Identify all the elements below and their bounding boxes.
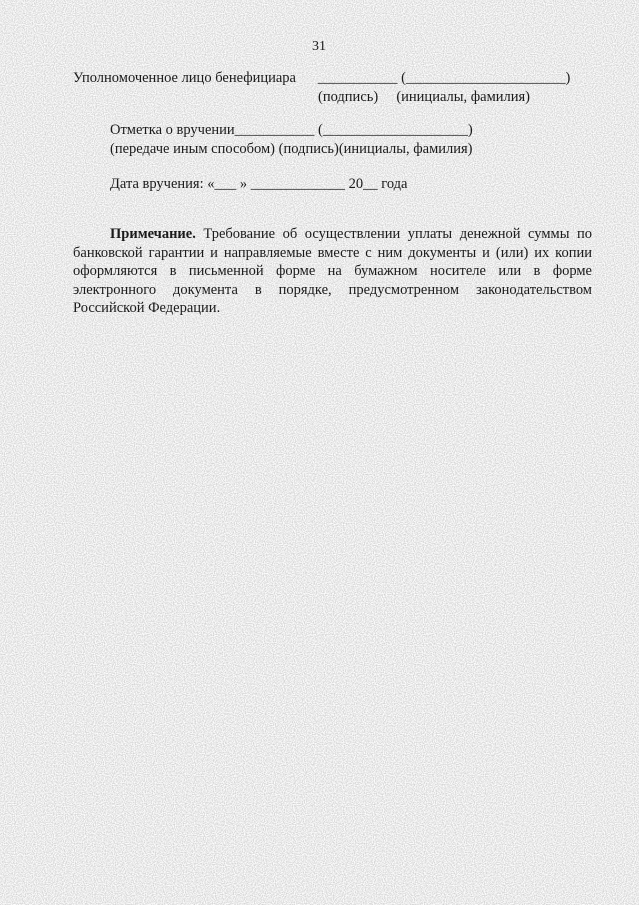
note-body: Требование об осуществлении уплаты денежной суммы по банковской гарантии и направляемые вместе с ним документы и (или) их копии оформляются в письменной форме на бумажном носителе или в форме электронного документа в порядке, предусмотренном законодательством Российской Федерации. bbox=[73, 226, 592, 316]
delivery-mark-line: Отметка о вручении___________ (____________________) bbox=[110, 122, 473, 138]
delivery-date-line: Дата вручения: «___ » _____________ 20__ года bbox=[110, 176, 408, 192]
authorized-person-caption: (подпись) (инициалы, фамилия) bbox=[318, 89, 530, 105]
page-number: 31 bbox=[312, 39, 326, 54]
delivery-mark-caption: (передаче иным способом) (подпись)(инициалы, фамилия) bbox=[110, 141, 473, 157]
note-heading: Примечание. bbox=[110, 226, 196, 242]
authorized-person-line: Уполномоченное лицо бенефициара ___________ (______________________) bbox=[73, 70, 571, 86]
note-paragraph bbox=[73, 225, 592, 318]
